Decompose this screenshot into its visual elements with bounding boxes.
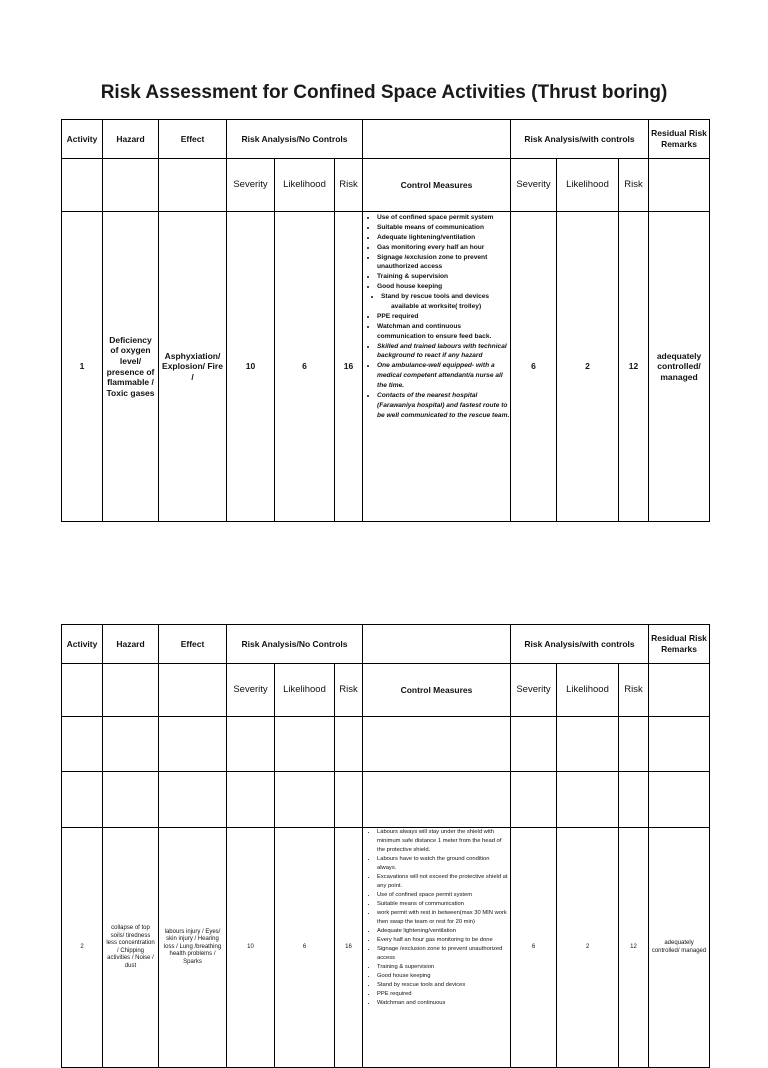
risk-header: Risk (335, 159, 363, 212)
control-measures-list (363, 828, 510, 1008)
residual-cell: adequately controlled/ managed (649, 212, 710, 522)
page-title: Risk Assessment for Confined Space Activities (Thrust boring) (100, 82, 668, 103)
likelihood-header-2: Likelihood (557, 159, 619, 212)
effect-cell: labours injury / Eyes/ skin injury / Hearing loss / Lung /breathing health problems / Sparks (159, 828, 227, 1068)
list-item: • Stand by rescue tools and devices (381, 292, 510, 302)
severity-cell: 10 (227, 828, 275, 1068)
list-item: • Suitable means of communication (377, 223, 510, 233)
activity-header: Activity (62, 120, 103, 159)
severity-header: Severity (227, 664, 275, 717)
hazard-header: Hazard (103, 625, 159, 664)
list-item: • Labours have to watch the ground condition always. (377, 855, 510, 873)
list-item: • Good house keeping (377, 282, 510, 292)
risk-no-controls-header: Risk Analysis/No Controls (227, 625, 363, 664)
effect-header: Effect (159, 625, 227, 664)
severity-cell: 10 (227, 212, 275, 522)
risk-header-2: Risk (619, 159, 649, 212)
residual-header: Residual Risk Remarks (649, 120, 710, 159)
hazard-cell: Deficiency of oxygen level/ presence of flammable / Toxic gases (103, 212, 159, 522)
list-item: • Adequate lightening/ventilation (377, 927, 510, 936)
list-item: • Excavations will not exceed the protective shield at any point. (377, 873, 510, 891)
table-row (62, 212, 710, 522)
list-item: • Signage /exclusion zone to prevent unauthorized access (377, 945, 510, 963)
control-measures-cell (363, 828, 511, 1068)
control-measures-header: Control Measures (363, 664, 511, 717)
effect-cell: Asphyxiation/ Explosion/ Fire / (159, 212, 227, 522)
list-item: • Use of confined space permit system (377, 891, 510, 900)
list-item: • PPE required (377, 990, 510, 999)
control-measures-cell (363, 212, 511, 522)
risk-cell: 16 (335, 828, 363, 1068)
control-measures-header: Control Measures (363, 159, 511, 212)
severity-header-2: Severity (511, 664, 557, 717)
list-item: • Good house keeping (377, 972, 510, 981)
list-item: • PPE required (377, 312, 510, 322)
activity-cell: 1 (62, 212, 103, 522)
risk-no-controls-header: Risk Analysis/No Controls (227, 120, 363, 159)
effect-header: Effect (159, 120, 227, 159)
risk-cell: 16 (335, 212, 363, 522)
list-item: • Use of confined space permit system (377, 213, 510, 223)
table-row (62, 828, 710, 1068)
empty-row (62, 717, 710, 772)
likelihood-cell-2: 2 (557, 212, 619, 522)
list-item: • Training & supervision (377, 963, 510, 972)
list-item: • One ambulance-well equipped- with a medical competent attendant/a nurse all the time. (377, 361, 510, 391)
list-item: • Adequate lightening/ventilation (377, 233, 510, 243)
list-item: • Labours always will stay under the shield with minimum safe distance 1 meter from the head of the protective shield. (377, 828, 510, 855)
risk-header-2: Risk (619, 664, 649, 717)
activity-header: Activity (62, 625, 103, 664)
list-item: • Training & supervision (377, 272, 510, 282)
residual-cell: adequately controlled/ managed (649, 828, 710, 1068)
severity-header: Severity (227, 159, 275, 212)
hazard-cell: collapse of top soils/ tiredness less concentration / Chipping activities / Noise / dust (103, 828, 159, 1068)
risk-header: Risk (335, 664, 363, 717)
activity-cell: 2 (62, 828, 103, 1068)
list-item: available at worksite( trolley) (391, 303, 482, 311)
risk-cell-2: 12 (619, 828, 649, 1068)
likelihood-header: Likelihood (275, 664, 335, 717)
list-item: • Signage /exclusion zone to prevent unauthorized access (377, 253, 510, 273)
likelihood-cell: 6 (275, 828, 335, 1068)
list-item: • Watchman and continuous communication to ensure feed back. (377, 322, 510, 342)
likelihood-header: Likelihood (275, 159, 335, 212)
residual-header: Residual Risk Remarks (649, 625, 710, 664)
list-item: • Every half an hour gas monitoring to be done (377, 936, 510, 945)
empty-header-cell (363, 625, 511, 664)
severity-cell-2: 6 (511, 212, 557, 522)
list-item: • Skilled and trained labours with technical background to react if any hazard (377, 342, 510, 362)
list-item: • Stand by rescue tools and devices (377, 981, 510, 990)
risk-table-1 (61, 119, 710, 522)
severity-cell-2: 6 (511, 828, 557, 1068)
hazard-header: Hazard (103, 120, 159, 159)
list-item: • Suitable means of communication (377, 900, 510, 909)
control-measures-list (363, 213, 510, 421)
likelihood-cell: 6 (275, 212, 335, 522)
empty-row (62, 772, 710, 828)
severity-header-2: Severity (511, 159, 557, 212)
empty-header-cell (363, 120, 511, 159)
risk-table-2 (61, 624, 710, 1068)
list-item: • Watchman and continuous (377, 999, 510, 1008)
risk-cell-2: 12 (619, 212, 649, 522)
list-item: • Contacts of the nearest hospital (Farawaniya hospital) and fastest route to be well communicated to the rescue team. (377, 391, 510, 421)
list-item: • work permit with rest in between(max 30 MIN work then swap the team or rest for 20 min) (377, 909, 510, 927)
list-item: • Gas monitoring every half an hour (377, 243, 510, 253)
risk-with-controls-header: Risk Analysis/with controls (511, 120, 649, 159)
risk-with-controls-header: Risk Analysis/with controls (511, 625, 649, 664)
likelihood-cell-2: 2 (557, 828, 619, 1068)
likelihood-header-2: Likelihood (557, 664, 619, 717)
